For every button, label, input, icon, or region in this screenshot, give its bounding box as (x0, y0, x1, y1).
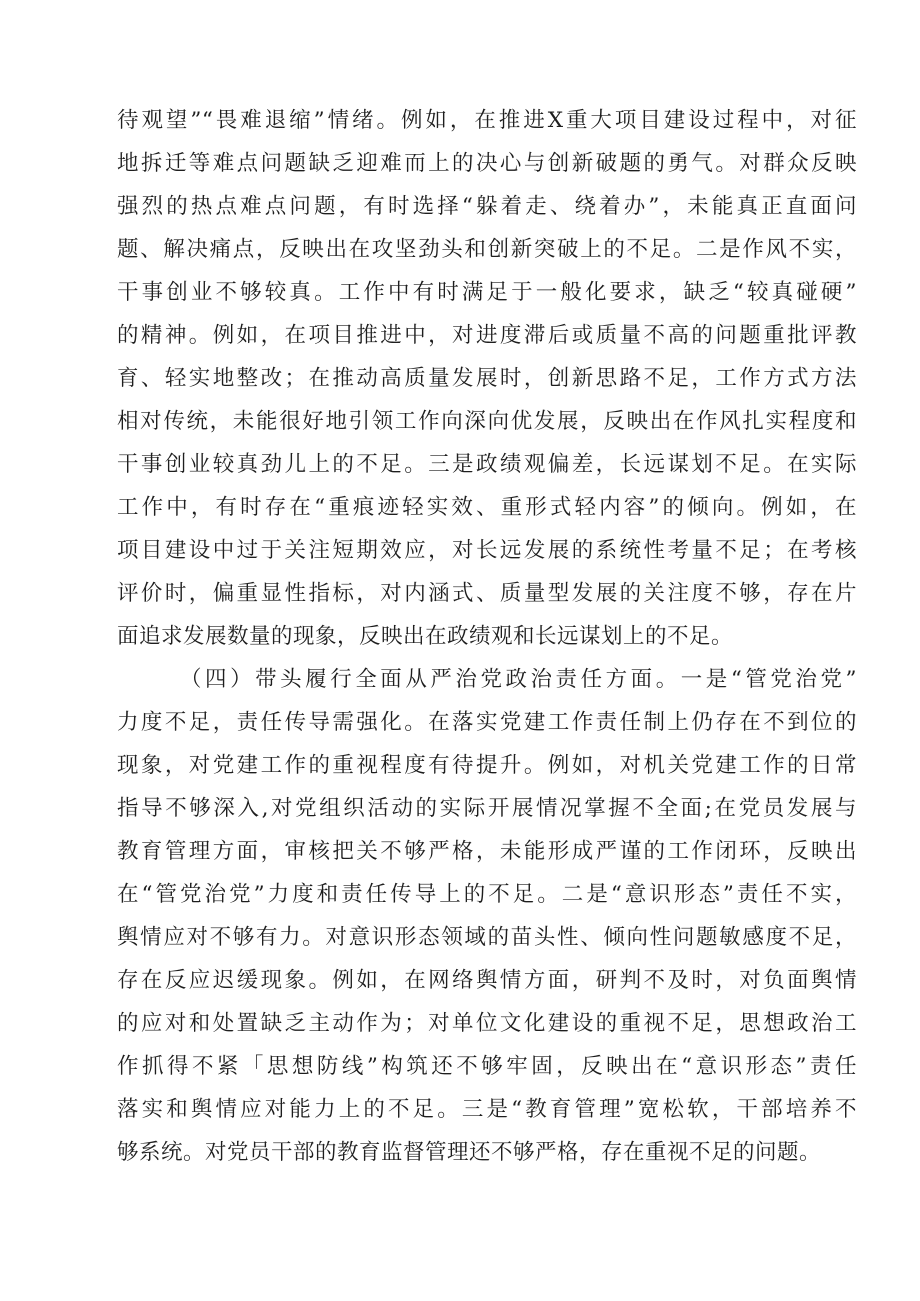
section-heading-line: （四）带头履行全面从严治党政治责任方面。一是“管党治党” (180, 667, 857, 692)
text-line: 指导不够深入,对党组织活动的实际开展情况掌握不全面;在党员发展与 (117, 796, 857, 821)
text-line: 舆情应对不够有力。对意识形态领域的苗头性、倾向性问题敏感度不足， (117, 925, 857, 950)
text-line: 力度不足，责任传导需强化。在落实党建工作责任制上仍存在不到位的 (117, 710, 857, 735)
text-line: 的应对和处置缺乏主动作为；对单位文化建设的重视不足，思想政治工 (117, 1011, 857, 1036)
text-line: 作抓得不紧「思想防线”构筑还不够牢固，反映出在“意识形态”责任 (117, 1054, 857, 1079)
text-line: 评价时，偏重显性指标，对内涵式、质量型发展的关注度不够，存在片 (117, 581, 857, 606)
text-line: 在“管党治党”力度和责任传导上的不足。二是“意识形态”责任不实， (117, 882, 857, 907)
text-line: 工作中，有时存在“重痕迹轻实效、重形式轻内容”的倾向。例如，在 (117, 495, 857, 520)
text-line: 面追求发展数量的现象，反映出在政绩观和长远谋划上的不足。 (117, 624, 734, 649)
text-line: 育、轻实地整改；在推动高质量发展时，创新思路不足，工作方式方法 (117, 366, 857, 391)
text-line: 题、解决痛点，反映出在攻坚劲头和创新突破上的不足。二是作风不实， (117, 237, 857, 262)
text-line: 的精神。例如，在项目推进中，对进度滞后或质量不高的问题重批评教 (117, 323, 857, 348)
text-line: 项目建设中过于关注短期效应，对长远发展的系统性考量不足；在考核 (117, 538, 857, 563)
text-line: 存在反应迟缓现象。例如，在网络舆情方面，研判不及时，对负面舆情 (117, 968, 857, 993)
text-line: 干事创业较真劲儿上的不足。三是政绩观偏差，长远谋划不足。在实际 (117, 452, 857, 477)
text-line: 相对传统，未能很好地引领工作向深向优发展，反映出在作风扎实程度和 (117, 409, 857, 434)
text-line: 待观望”“畏难退缩”情绪。例如，在推进X重大项目建设过程中，对征 (117, 108, 857, 133)
text-line: 落实和舆情应对能力上的不足。三是“教育管理”宽松软，干部培养不 (117, 1097, 857, 1122)
text-line: 地拆迁等难点问题缺乏迎难而上的决心与创新破题的勇气。对群众反映 (117, 151, 857, 176)
text-line: 现象，对党建工作的重视程度有待提升。例如，对机关党建工作的日常 (117, 753, 857, 778)
text-line: 强烈的热点难点问题，有时选择“躲着走、绕着办”，未能真正直面问 (117, 194, 857, 219)
text-line: 干事创业不够较真。工作中有时满足于一般化要求，缺乏“较真碰硬” (117, 280, 857, 305)
text-line: 够系统。对党员干部的教育监督管理还不够严格，存在重视不足的问题。 (117, 1140, 822, 1165)
text-line: 教育管理方面，审核把关不够严格，未能形成严谨的工作闭环，反映出 (117, 839, 857, 864)
